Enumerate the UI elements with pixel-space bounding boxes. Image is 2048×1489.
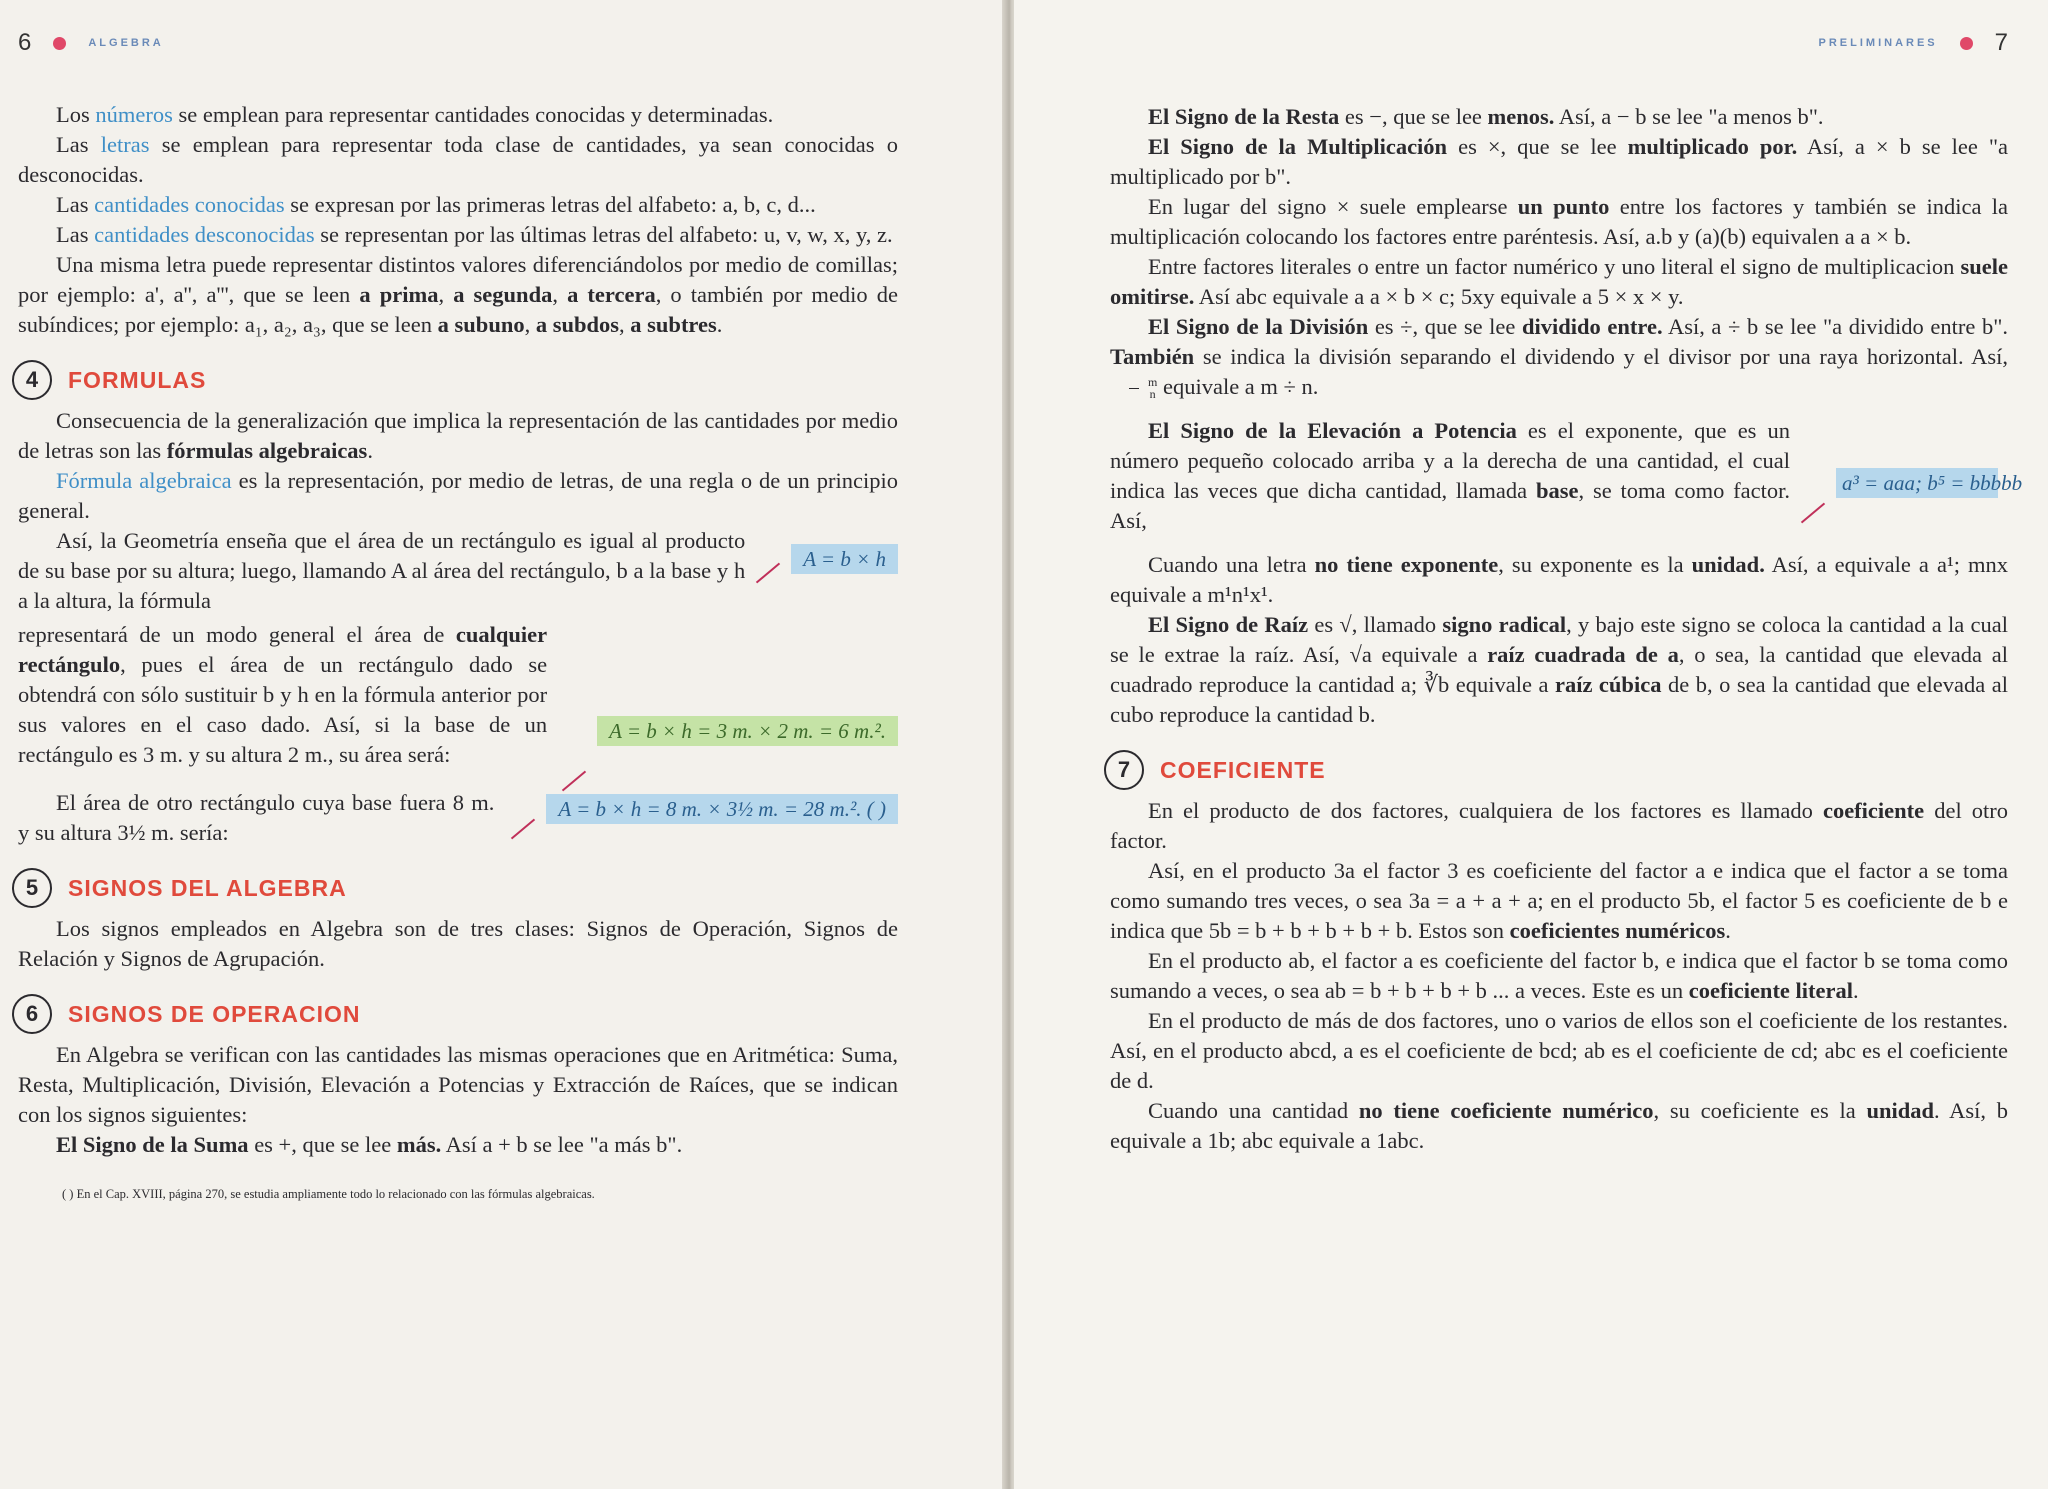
paragraph: En el producto de más de dos factores, uno o varios de ellos son el coeficiente de los restantes. Así, en el producto abcd, a es el coeficiente de bcd; ab es el coeficiente de cd; abc es el coeficiente de d.	[1110, 1008, 2008, 1093]
paragraph: En el producto de dos factores, cualquiera de los factores es llamado coeficiente del otro factor.	[1110, 798, 2009, 853]
right-page-content	[1110, 102, 2023, 1156]
pointer-arrow-icon	[1801, 503, 1825, 524]
formula-row	[1110, 416, 2023, 536]
right-page-header	[1110, 26, 2008, 60]
section-number: 6	[12, 994, 52, 1034]
section-heading-5	[12, 868, 898, 908]
page-number: 6	[18, 29, 32, 56]
paragraph: Fórmula algebraica es la representación, por medio de letras, de una regla o de un principio general.	[18, 468, 898, 523]
formula-box: A = b × h = 8 m. × 3½ m. = 28 m.². ( )	[546, 794, 898, 824]
section-title: SIGNOS DE OPERACION	[68, 1001, 361, 1027]
formula-box: A = b × h	[791, 544, 898, 574]
formula-box: a³ = aaa; b⁵ = bbbbb	[1836, 468, 1998, 498]
left-page-content	[18, 100, 898, 1203]
paragraph: En lugar del signo × suele emplearse un punto entre los factores y también se indica la multiplicación colocando los factores entre paréntesis. Así, a.b y (a)(b) equivalen a a × b.	[1110, 194, 2008, 249]
left-page-header	[18, 26, 898, 60]
paragraph: En Algebra se verifican con las cantidades las mismas operaciones que en Aritmética: Suma, Resta, Multiplicación, División, Elevación a Potencias y Extracción de Raíces, que se indican con los signos siguientes:	[18, 1042, 898, 1127]
left-page	[0, 0, 1010, 1489]
pointer-arrow-icon	[511, 819, 535, 840]
right-page	[1014, 0, 2048, 1489]
formula-row	[18, 620, 898, 782]
paragraph: Cuando una letra no tiene exponente, su exponente es la unidad. Así, a equivale a a¹; mnx equivale a m¹n¹x¹.	[1110, 552, 2009, 607]
section-number: 4	[12, 360, 52, 400]
section-title: COEFICIENTE	[1160, 757, 1326, 783]
pointer-arrow-icon	[756, 563, 780, 584]
pink-dot-icon	[1960, 37, 1973, 50]
section-heading-4	[12, 360, 898, 400]
paragraph: representará de un modo general el área de cualquier rectángulo, pues el área de un rectángulo dado se obtendrá con sólo sustituir b y h en la fórmula anterior por sus valores en el caso dado. Así, si la base de un rectángulo es 3 m. y su altura 2 m., su área será:	[18, 622, 548, 767]
page-number: 7	[1994, 29, 2008, 56]
paragraph: El Signo de la Resta es −, que se lee menos. Así, a − b se lee "a menos b".	[1148, 104, 1824, 129]
paragraph: El Signo de Raíz es √, llamado signo radical, y bajo este signo se coloca la cantidad a la cual se le extrae la raíz. Así, √a equivale a raíz cuadrada de a, o sea, la cantidad que elevada al cuadrado reproduce la cantidad a; ∛b equivale a raíz cúbica de b, o sea la cantidad que elevada al cubo reproduce la cantidad b.	[1110, 612, 2009, 727]
pink-dot-icon	[53, 37, 66, 50]
paragraph: Así, la Geometría enseña que el área de un rectángulo es igual al producto de su base por su altura; luego, llamando A al área del rectángulo, b a la base y h a la altura, la fórmula	[18, 528, 746, 613]
paragraph: Los números se emplean para representar cantidades conocidas y determinadas.	[56, 102, 774, 127]
paragraph: El Signo de la Elevación a Potencia es el exponente, que es un número pequeño colocado arriba y a la derecha de una cantidad, el cual indica las veces que dicha cantidad, llamada base, se toma como factor. Así,	[1110, 418, 1790, 533]
paragraph: En el producto ab, el factor a es coeficiente del factor b, e indica que el factor b se toma como sumando a veces, o sea ab = b + b + b + b ... a veces. Este es un coeficiente literal.	[1110, 948, 2008, 1003]
paragraph: El Signo de la División es ÷, que se lee dividido entre. Así, a ÷ b se lee "a dividido entre b". También se indica la división separando el dividendo y el divisor por una raya horizontal. Así, $\frac{m}{n}$ equivale a m ÷ n.	[1110, 314, 2008, 402]
paragraph: Así, en el producto 3a el factor 3 es coeficiente del factor a e indica que el factor a se toma como sumando tres veces, o sea 3a = a + a + a; en el producto 5b, el factor 5 es coeficiente de b e indica que 5b = b + b + b + b + b. Estos son coeficientes numéricos.	[1110, 858, 2008, 943]
fraction: $\frac{m}{n}$	[1110, 377, 1157, 400]
section-number: 7	[1104, 750, 1144, 790]
section-heading-6	[12, 994, 898, 1034]
paragraph: Las cantidades desconocidas se representan por las últimas letras del alfabeto: u, v, w, x, y, z.	[56, 222, 893, 247]
paragraph: Las letras se emplean para representar toda clase de cantidades, ya sean conocidas o desconocidas.	[18, 132, 898, 187]
formula-row	[18, 526, 898, 616]
running-head: PRELIMINARES	[1818, 37, 1938, 49]
formula-box: A = b × h = 3 m. × 2 m. = 6 m.².	[597, 716, 898, 746]
section-number: 5	[12, 868, 52, 908]
paragraph: Las cantidades conocidas se expresan por las primeras letras del alfabeto: a, b, c, d...	[56, 192, 816, 217]
section-title: SIGNOS DEL ALGEBRA	[68, 875, 347, 901]
paragraph: Los signos empleados en Algebra son de tres clases: Signos de Operación, Signos de Relación y Signos de Agrupación.	[18, 916, 898, 971]
section-heading-7	[1104, 750, 2008, 790]
paragraph: El Signo de la Suma es +, que se lee más. Así a + b se lee "a más b".	[56, 1132, 683, 1157]
paragraph: El área de otro rectángulo cuya base fuera 8 m. y su altura 3½ m. sería:	[18, 790, 495, 845]
paragraph: Consecuencia de la generalización que implica la representación de las cantidades por medio de letras son las fórmulas algebraicas.	[18, 408, 898, 463]
paragraph: Entre factores literales o entre un factor numérico y uno literal el signo de multiplicacion suele omitirse. Así abc equivale a a × b × c; 5xy equivale a 5 × x × y.	[1110, 254, 2008, 309]
section-title: FORMULAS	[68, 367, 207, 393]
paragraph: El Signo de la Multiplicación es ×, que se lee multiplicado por. Así, a × b se lee "a multiplicado por b".	[1110, 134, 2008, 189]
paragraph: Cuando una cantidad no tiene coeficiente numérico, su coeficiente es la unidad. Así, b equivale a 1b; abc equivale a 1abc.	[1110, 1098, 2008, 1153]
running-head: ALGEBRA	[88, 37, 164, 49]
footnote: ( ) En el Cap. XVIII, página 270, se estudia ampliamente todo lo relacionado con las fórmulas algebraicas.	[62, 1187, 595, 1201]
paragraph: Una misma letra puede representar distintos valores diferenciándolos por medio de comillas; por ejemplo: a', a'', a''', que se leen a prima, a segunda, a tercera, o también por medio de subíndices; por ejemplo: a₁, a₂, a₃, que se leen a subuno, a subdos, a subtres.	[18, 252, 899, 337]
formula-row	[18, 788, 898, 848]
